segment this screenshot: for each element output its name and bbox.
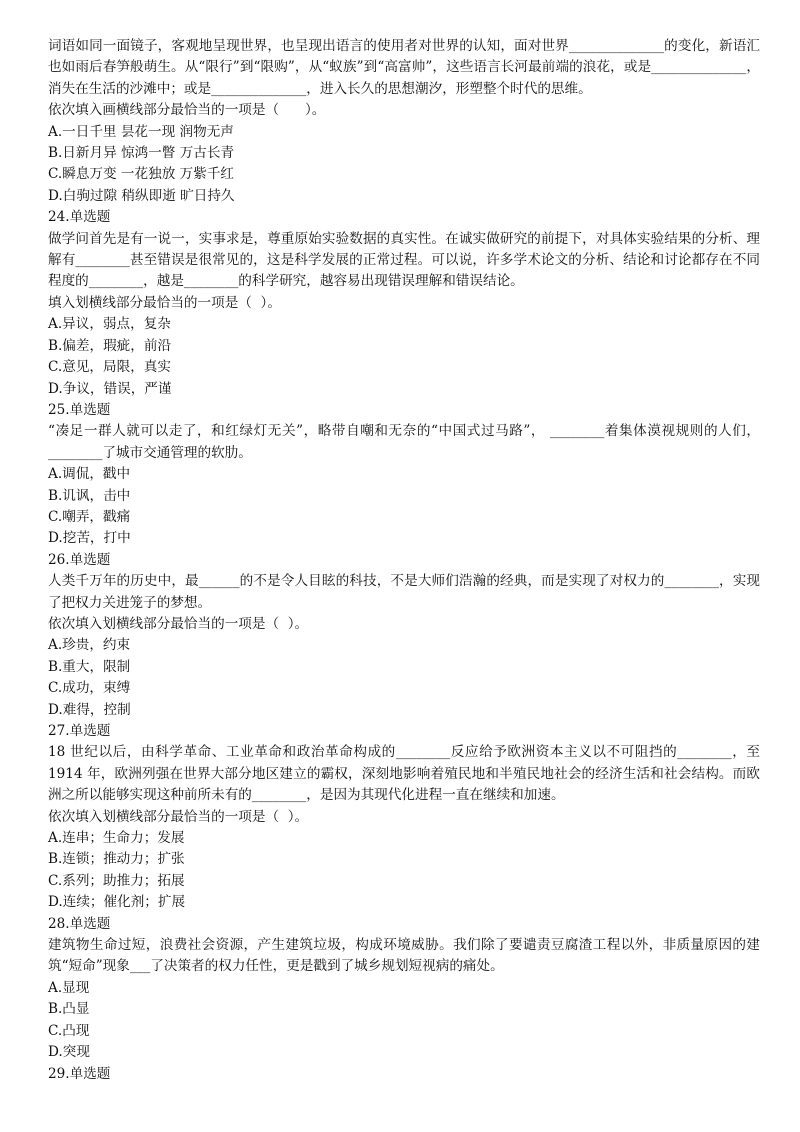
answer-option: A.显现 xyxy=(48,979,90,996)
question-prompt: 依次填入划横线部分最恰当的一项是（ ）。 xyxy=(48,615,309,632)
question-stem: 18 世纪以后，由科学革命、工业革命和政治革命构成的________反应给予欧洲资本主义以不可阻挡的________，至 1914 年，欧洲列强在世界大部分地区建立的霸权，深刻地影响着殖民地和半殖民地社会的经济生活和社会结构。而欧洲之所以能够实现这种前所未有的________，是因为其现代化进程一直在继续和加速。 xyxy=(48,744,760,804)
answer-option: A.一日千里 昙花一现 润物无声 xyxy=(48,123,234,140)
question-number-heading: 28.单选题 xyxy=(48,915,111,932)
answer-option: B.连锁；推动力；扩张 xyxy=(48,851,185,868)
answer-option: A.调侃，戳中 xyxy=(48,466,131,483)
answer-option: C.系列；助推力；拓展 xyxy=(48,872,185,889)
question-stem: 做学问首先是有一说一，实事求是，尊重原始实验数据的真实性。在诚实做研究的前提下，对具体实验结果的分析、理解有________甚至错误是很常见的，这是科学发展的正常过程。可以说，许多学术论文的分析、结论和讨论都存在不同程度的________，越是________的科学研究，越容易出现错误理解和错误结论。 xyxy=(48,230,760,290)
question-stem: 建筑物生命过短，浪费社会资源，产生建筑垃圾，构成环境威胁。我们除了要谴责豆腐渣工程以外，非质量原因的建筑“短命”现象___了决策者的权力任性，更是戳到了城乡规划短视病的痛处。 xyxy=(48,937,760,975)
answer-option: D.挖苦，打中 xyxy=(48,530,131,547)
answer-option: B.凸显 xyxy=(48,1001,90,1018)
answer-option: D.争议，错误，严谨 xyxy=(48,380,172,397)
answer-option: C.意见，局限，真实 xyxy=(48,359,171,376)
question-number-heading: 24.单选题 xyxy=(48,209,111,226)
question-prompt: 填入划横线部分最恰当的一项是（ ）。 xyxy=(48,294,281,311)
question-number-heading: 26.单选题 xyxy=(48,551,111,568)
answer-option: B.日新月异 惊鸿一瞥 万古长青 xyxy=(48,145,235,162)
question-stem: “凑足一群人就可以走了，和红绿灯无关”，略带自嘲和无奈的“中国式过马路”， ________着集体漠视规则的人们，________了城市交通管理的软肋。 xyxy=(48,423,760,461)
answer-option: D.连续；催化剂；扩展 xyxy=(48,894,186,911)
answer-option: C.瞬息万变 一花独放 万紫千红 xyxy=(48,166,235,183)
question-prompt: 依次填入划横线部分最恰当的一项是（ ）。 xyxy=(48,808,309,825)
answer-option: B.讥讽，击中 xyxy=(48,487,131,504)
answer-option: A.连串；生命力；发展 xyxy=(48,830,185,847)
answer-option: B.重大，限制 xyxy=(48,658,131,675)
answer-option: C.嘲弄，戳痛 xyxy=(48,508,131,525)
question-stem: 人类千万年的历史中，最______的不是令人目眩的科技，不是大师们浩瀚的经典，而是实现了对权力的________，实现了把权力关进笼子的梦想。 xyxy=(48,573,760,611)
question-number-heading: 25.单选题 xyxy=(48,401,111,418)
question-stem: 词语如同一面镜子，客观地呈现世界，也呈现出语言的使用者对世界的认知，面对世界______________的变化，新语汇也如雨后春笋般萌生。从“限行”到“限购”，从“蚁族”到“高富帅”，这些语言长河最前端的浪花，或是______________，消失在生活的沙滩中；或是______________，进入长久的思想潮汐，形塑整个时代的思维。 xyxy=(48,38,760,97)
answer-option: D.突现 xyxy=(48,1044,90,1061)
question-number-heading: 29.单选题 xyxy=(48,1065,111,1082)
question-prompt: 依次填入画横线部分最恰当的一项是（ ）。 xyxy=(48,102,326,119)
answer-option: B.偏差，瑕疵，前沿 xyxy=(48,337,172,354)
answer-option: C.凸现 xyxy=(48,1022,90,1039)
exam-page xyxy=(48,36,760,1085)
answer-option: C.成功，束缚 xyxy=(48,680,131,697)
question-number-heading: 27.单选题 xyxy=(48,723,111,739)
answer-option: A.珍贵，约束 xyxy=(48,637,131,654)
answer-option: D.白驹过隙 稍纵即逝 旷日持久 xyxy=(48,187,235,204)
answer-option: A.异议，弱点，复杂 xyxy=(48,316,171,333)
answer-option: D.难得，控制 xyxy=(48,701,131,718)
